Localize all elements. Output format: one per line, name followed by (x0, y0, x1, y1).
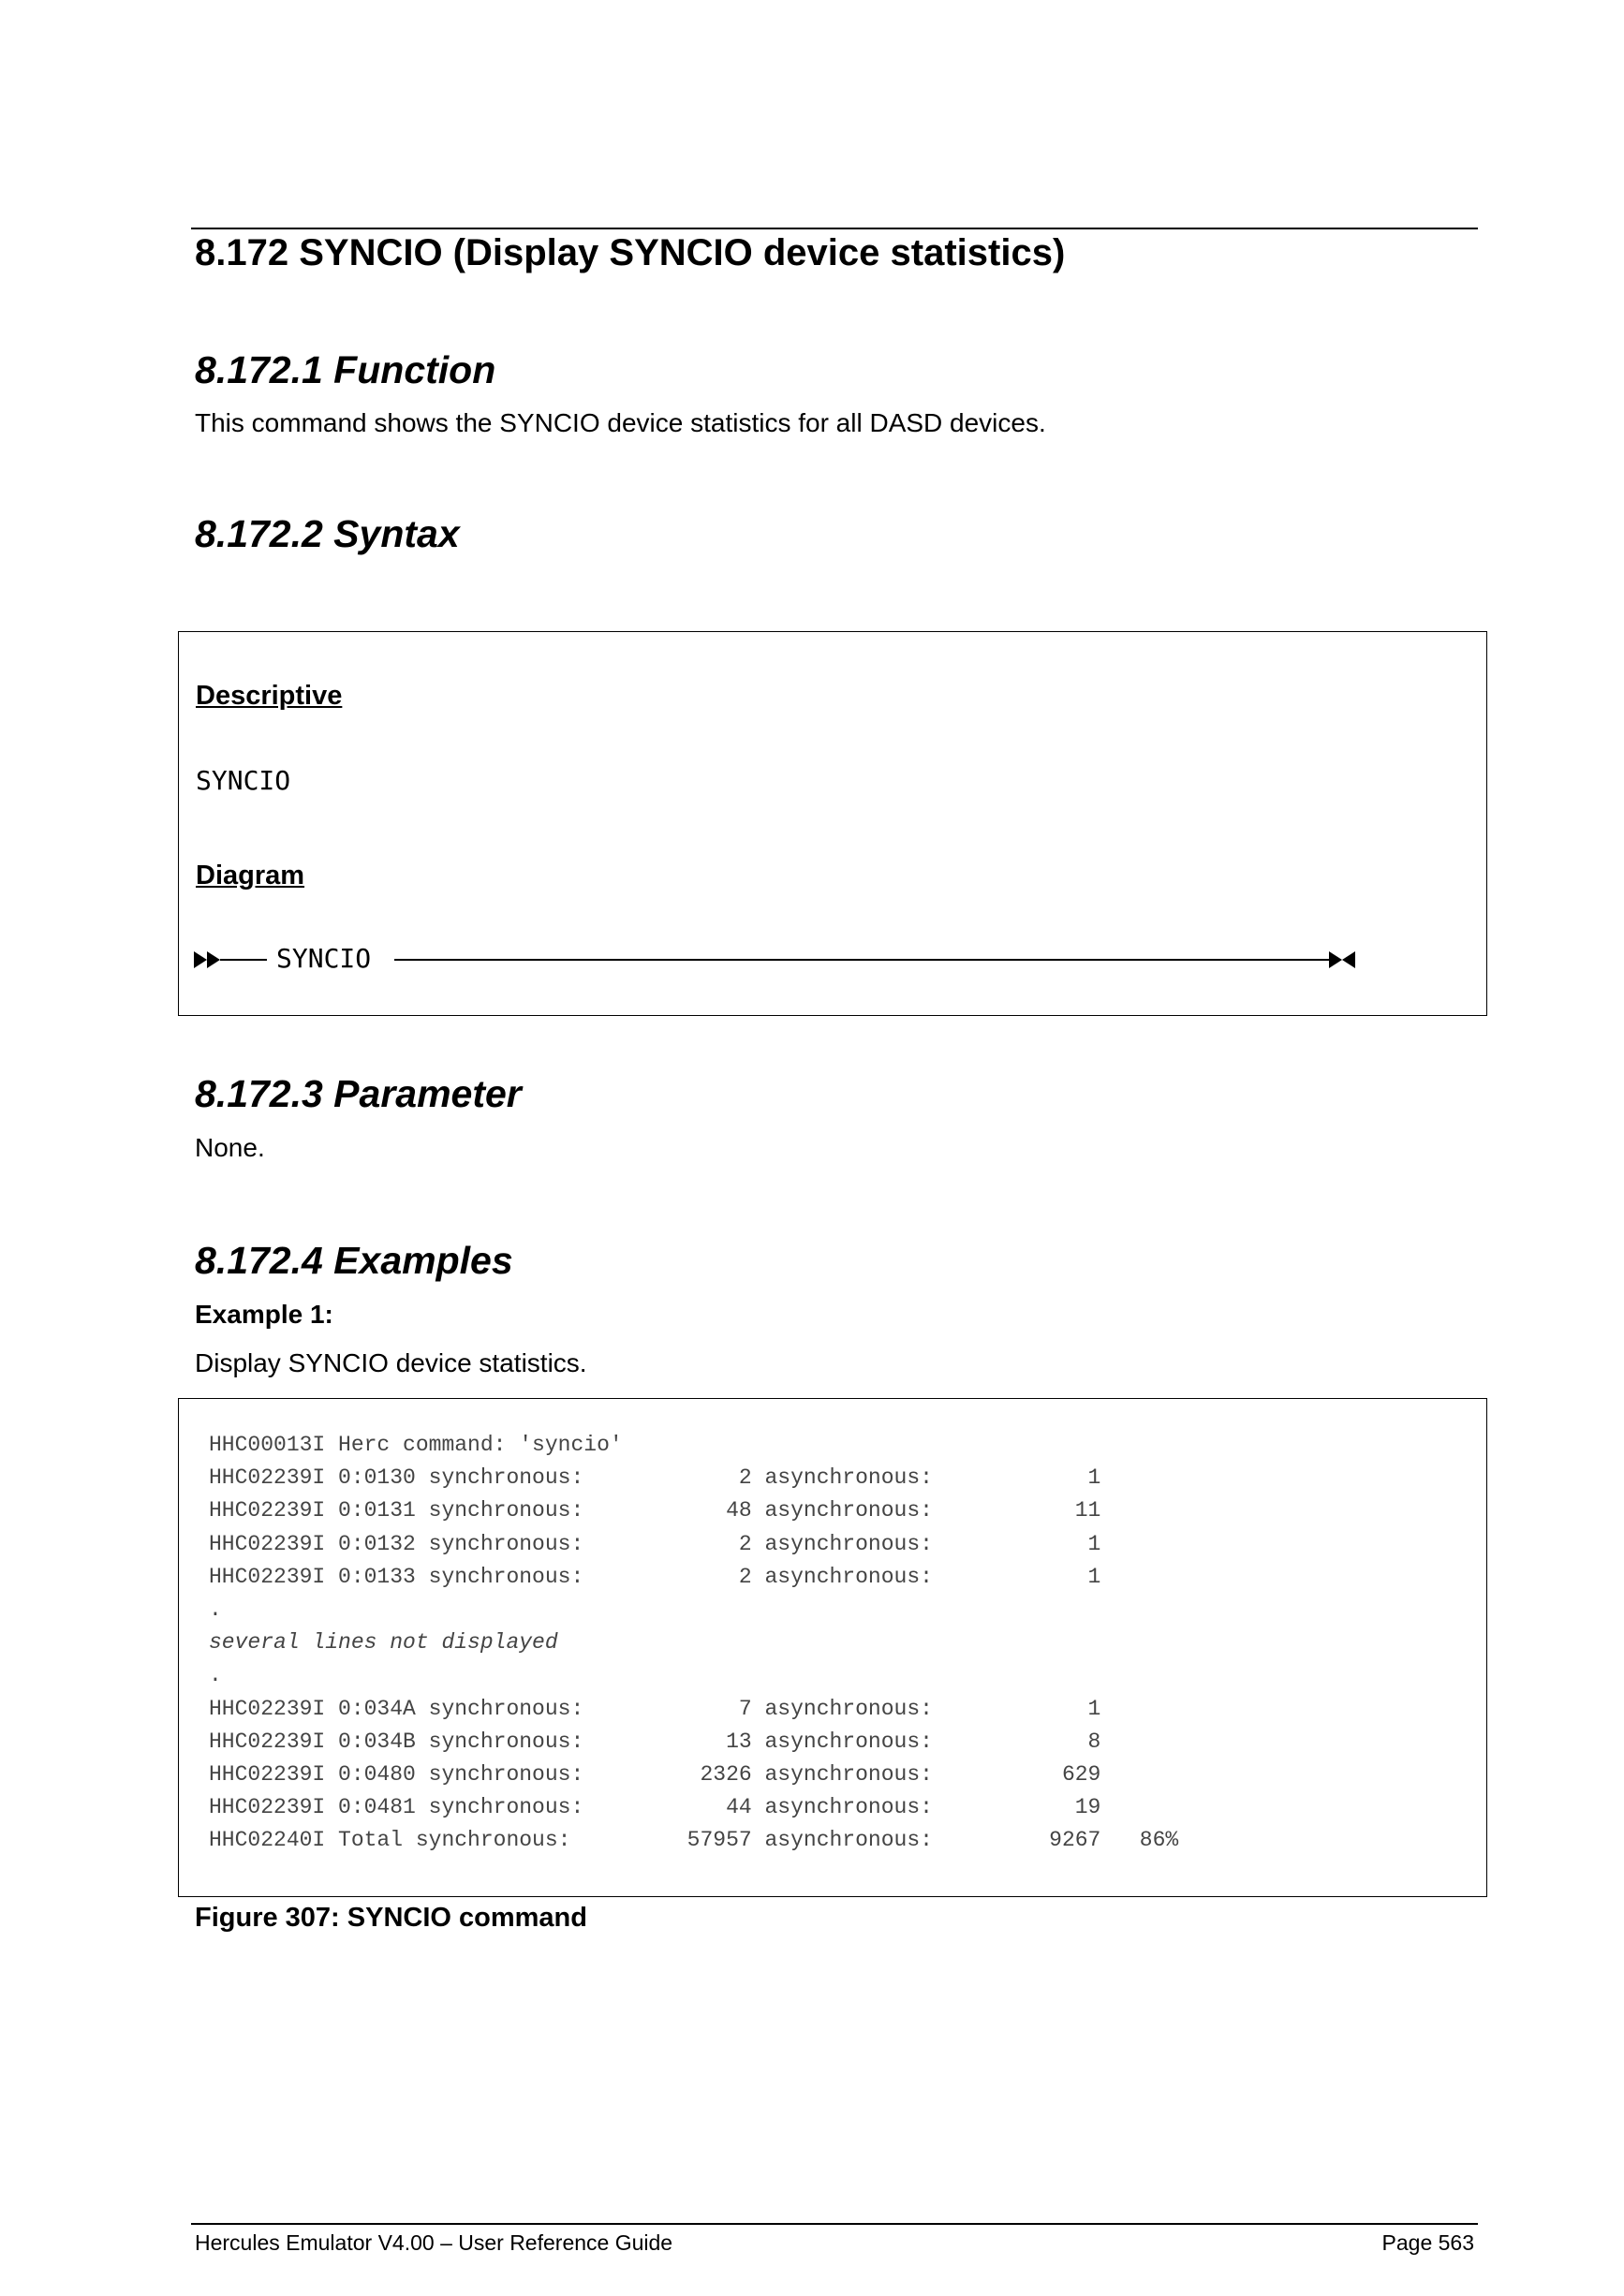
example-output-box (178, 1398, 1487, 1897)
console-line: HHC02239I 0:034B synchronous: 13 asynchronous: 8 (209, 1729, 1101, 1754)
railroad-diagram (194, 943, 1365, 977)
example1-description: Display SYNCIO device statistics. (195, 1348, 587, 1377)
parameter-heading: 8.172.3 Parameter (195, 1072, 522, 1115)
console-line: . (209, 1597, 222, 1623)
function-text: This command shows the SYNCIO device statistics for all DASD devices. (195, 408, 1046, 437)
section-title: 8.172 SYNCIO (Display SYNCIO device statistics) (195, 232, 1066, 273)
diagram-line-right (394, 959, 1331, 961)
console-line: HHC02239I 0:0132 synchronous: 2 asynchronous: 1 (209, 1531, 1101, 1556)
footer-page-number: Page 563 (1381, 2230, 1474, 2255)
console-line: HHC00013I Herc command: 'syncio' (209, 1433, 623, 1457)
start-arrow-icon-2 (207, 951, 220, 968)
console-line: HHC02239I 0:0133 synchronous: 2 asynchronous: 1 (209, 1564, 1101, 1589)
end-arrow-icon (1329, 951, 1342, 968)
console-line: . (209, 1663, 222, 1688)
console-line: several lines not displayed (209, 1630, 558, 1656)
diagram-keyword: SYNCIO (276, 943, 372, 974)
example1-label: Example 1: (195, 1300, 333, 1329)
end-stop-icon (1342, 951, 1355, 968)
console-line: HHC02240I Total synchronous: 57957 asynchronous: 9267 86% (209, 1828, 1179, 1853)
footer-rule (191, 2223, 1478, 2225)
syntax-heading: 8.172.2 Syntax (195, 512, 460, 555)
console-line: HHC02239I 0:0131 synchronous: 48 asynchronous: 11 (209, 1498, 1101, 1523)
descriptive-label: Descriptive (196, 681, 343, 711)
footer-title: Hercules Emulator V4.00 – User Reference Guide (195, 2230, 673, 2255)
console-line: HHC02239I 0:0480 synchronous: 2326 asynchronous: 629 (209, 1762, 1101, 1788)
console-line: HHC02239I 0:0130 synchronous: 2 asynchronous: 1 (209, 1465, 1101, 1491)
figure-caption: Figure 307: SYNCIO command (195, 1903, 587, 1933)
console-line: HHC02239I 0:034A synchronous: 7 asynchronous: 1 (209, 1696, 1101, 1721)
descriptive-syntax: SYNCIO (196, 765, 291, 796)
diagram-label: Diagram (196, 861, 305, 890)
parameter-text: None. (195, 1133, 265, 1162)
console-line: HHC02239I 0:0481 synchronous: 44 asynchronous: 19 (209, 1795, 1101, 1820)
syntax-box (178, 631, 1487, 1016)
examples-heading: 8.172.4 Examples (195, 1239, 513, 1282)
header-rule (191, 228, 1478, 229)
start-arrow-icon (194, 951, 207, 968)
diagram-line-left (220, 959, 267, 961)
console-output (209, 1429, 1178, 1858)
function-heading: 8.172.1 Function (195, 348, 496, 391)
